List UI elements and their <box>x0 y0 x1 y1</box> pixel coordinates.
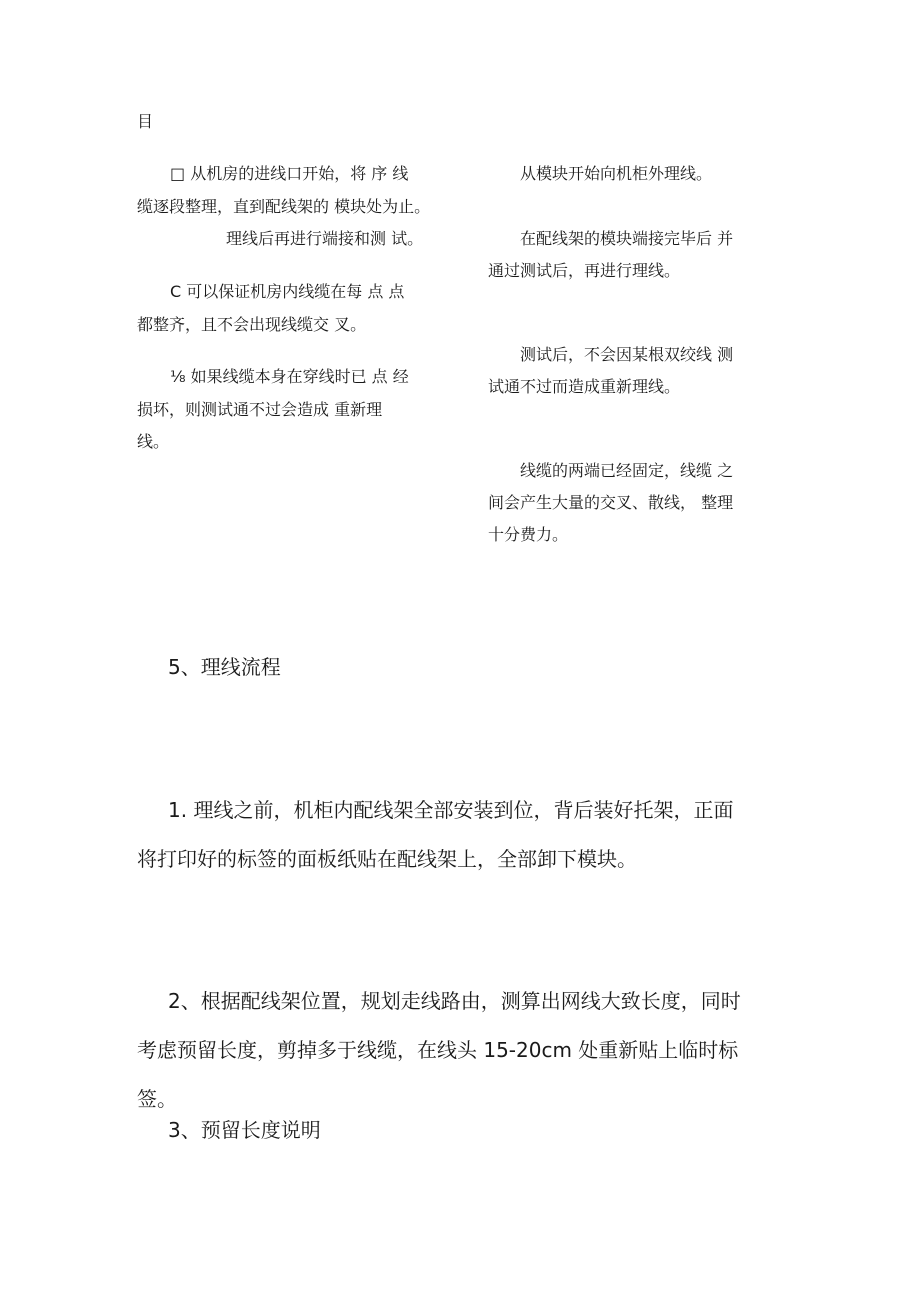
left-block2-line1: C 可以保证机房内线缆在每 点 点 <box>170 282 405 301</box>
left-block1-line2: 缆逐段整理，直到配线架的 模块处为止。 <box>137 197 431 216</box>
left-block1-line1: □ 从机房的进线口开始，将 序 线 <box>170 164 409 183</box>
step2-line2: 考虑预留长度，剪掉多于线缆，在线头 15-20cm 处重新贴上临时标 <box>137 1038 739 1062</box>
left-block3-line2: 损坏，则测试通不过会造成 重新理 <box>137 400 383 419</box>
right-block3-line1: 测试后，不会因某根双绞线 测 <box>520 345 734 364</box>
left-block2-line2: 都整齐，且不会出现线缆交 叉。 <box>137 315 367 334</box>
section-heading: 5、理线流程 <box>168 655 281 679</box>
right-block3-line2: 试通不过而造成重新理线。 <box>488 377 681 396</box>
right-block2-line2: 通过测试后，再进行理线。 <box>488 261 681 280</box>
right-block4-line2: 间会产生大量的交叉、散线， 整理 <box>488 493 734 512</box>
right-block2-line1: 在配线架的模块端接完毕后 并 <box>520 229 734 248</box>
step1-line1: 1. 理线之前，机柜内配线架全部安装到位，背后装好托架，正面 <box>168 798 734 822</box>
step1-line2: 将打印好的标签的面板纸贴在配线架上，全部卸下模块。 <box>137 847 637 871</box>
step3-heading: 3、预留长度说明 <box>168 1118 321 1142</box>
right-block4-line3: 十分费力。 <box>488 525 569 544</box>
right-block4-line1: 线缆的两端已经固定，线缆 之 <box>520 461 734 480</box>
step2-line1: 2、根据配线架位置，规划走线路由，测算出网线大致长度，同时 <box>168 989 741 1013</box>
top-fragment-char: 目 <box>137 112 154 131</box>
step2-line3: 签。 <box>137 1087 177 1111</box>
left-block3-line1: ⅛ 如果线缆本身在穿线时已 点 经 <box>170 367 409 386</box>
right-block1-line1: 从模块开始向机柜外理线。 <box>520 164 713 183</box>
left-block1-line3: 理线后再进行端接和测 试。 <box>226 229 424 248</box>
left-block3-line3: 线。 <box>137 432 170 451</box>
